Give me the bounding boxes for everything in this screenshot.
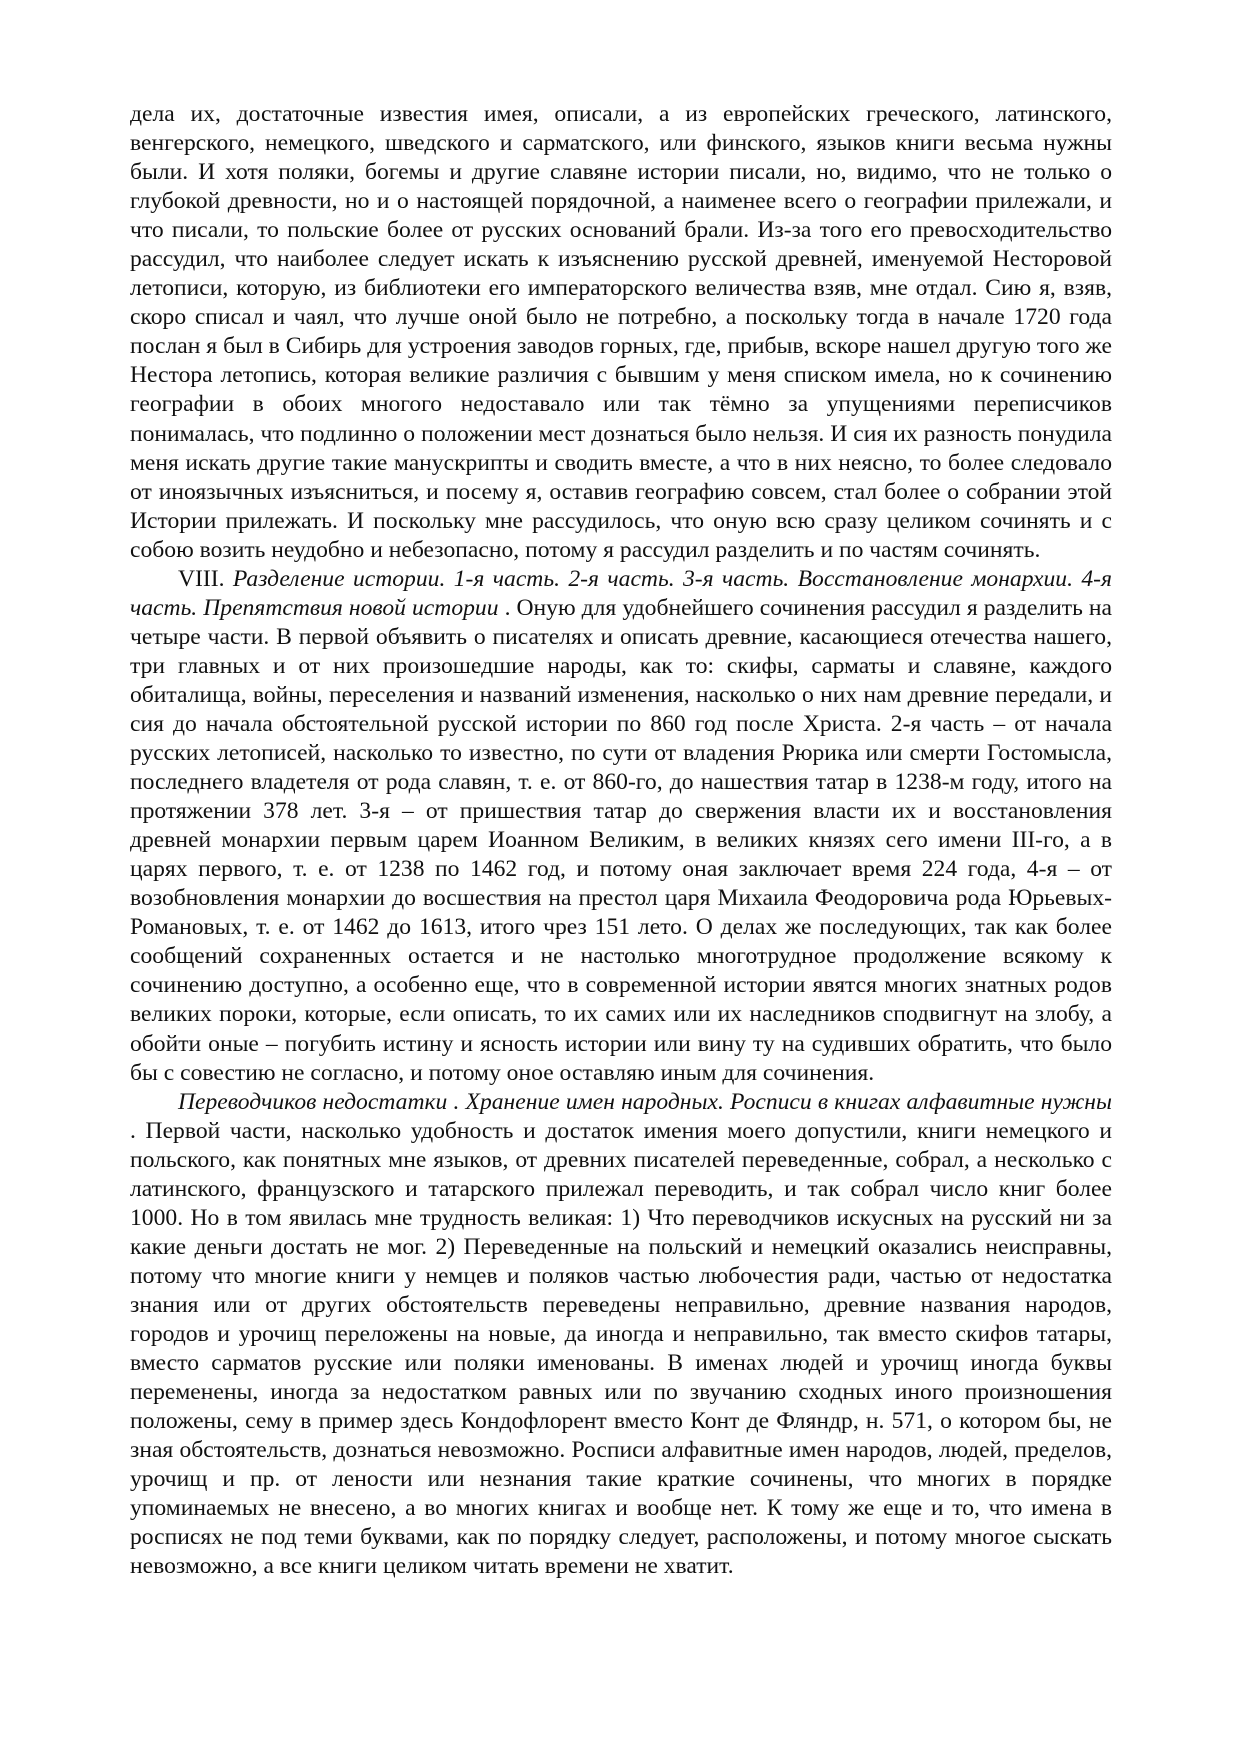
section-body: . Оную для удобнейшего сочинения рассудил я разделить на четыре части. В первой объявить о писателях и описать древние, касающиеся отечества нашего, три главных и от них произошедшие народы, как то: скифы, сарматы и славяне, каждого обиталища, войны, переселения и названий изменения, насколько о них нам древние передали, и сия до начала обстоятельной русской истории по 860 год после Христа. 2-я часть – от начала русских летописей, насколько то известно, по сути от владения Рюрика или смерти Гостомысла, последнего владетеля от рода славян, т. е. от 860-го, до нашествия татар в 1238-м году, итого на протяжении 378 лет. 3-я – от пришествия татар до свержения власти их и восстановления древней монархии первым царем Иоанном Великим, в великих князях сего имени III-го, а в царях первого, т. е. от 1238 по 1462 год, и потому оная заключает время 224 года, 4-я – от возобновления монархии до восшествия на престол царя Михаила Феодоровича рода Юрьевых-Романовых, т. е. от 1462 до 1613, итого чрез 151 лето. О делах же последующих, так как более сообщений сохраненных остается и не настолько многотрудное продолжение всякому к сочинению доступно, а особенно еще, что в современной истории явятся многих знатных родов великих пороки, которые, если описать, то их самих или их наследников сподвигнут на злобу, а обойти оные – погубить истину и ясность истории или вину ту на судивших обратить, что было бы с совестию не согласно, и потому оное оставляю иным для сочинения.: [130, 594, 1112, 1086]
text-column: [130, 100, 1112, 1581]
paragraph-section-viii: [130, 565, 1112, 1088]
translators-body: . Первой части, насколько удобность и достаток имения моего допустили, книги немецкого и польского, как понятных мне языков, от древних писателей переведенные, собрал, а несколько с латинского, французского и татарского прилежал переводить, и так собрал число книг более 1000. Но в том явилась мне трудность великая: 1) Что переводчиков искусных на русский ни за какие деньги достать не мог. 2) Переведенные на польский и немецкий оказались неисправны, потому что многие книги у немцев и поляков частью любочестия ради, частью от недостатка знания или от других обстоятельств переведены неправильно, древние названия народов, городов и урочищ переложены на новые, да иногда и неправильно, так вместо скифов татары, вместо сарматов русские или поляки именованы. В именах людей и урочищ иногда буквы переменены, иногда за недостатком равных или по звучанию сходных иного произношения положены, сему в пример здесь Кондофлорент вместо Конт де Фляндр, н. 571, о котором бы, не зная обстоятельств, дознаться невозможно. Росписи алфавитные имен народов, людей, пределов, урочищ и пр. от лености или незнания такие краткие сочинены, что многих в порядке упоминаемых не внесено, а во многих книгах и вообще нет. К тому же еще и то, что имена в росписях не под теми буквами, как по порядку следует, расположены, и потому многое сыскать невозможно, а все книги целиком читать времени не хватит.: [130, 1117, 1112, 1580]
paragraph-continued: дела их, достаточные известия имея, описали, а из европейских греческого, латинского, венгерского, немецкого, шведского и сарматского, или финского, языков книги весьма нужны были. И хотя поляки, богемы и другие славяне истории писали, но, видимо, что не только о глубокой древности, но и о настоящей порядочной, а наименее всего о географии прилежали, и что писали, то польские более от русских оснований брали. Из-за того его превосходительство рассудил, что наиболее следует искать к изъяснению русской древней, именуемой Несторовой летописи, которую, из библиотеки его императорского величества взяв, мне отдал. Сию я, взяв, скоро списал и чаял, что лучше оной было не потребно, а поскольку тогда в начале 1720 года послан я был в Сибирь для устроения заводов горных, где, прибыв, вскоре нашел другую того же Нестора летопись, которая великие различия с бывшим у меня списком имела, но к сочинению географии в обоих многого недоставало или так тёмно за упущениями переписчиков понималась, что подлинно о положении мест дознаться было нельзя. И сия их разность понудила меня искать другие такие манускрипты и сводить вместе, а что в них неясно, то более следовало от иноязычных изъясниться, и посему я, оставив географию совсем, стал более о собрании этой Истории прилежать. И поскольку мне рассудилось, что оную всю сразу целиком сочинять и с собою возить неудобно и небезопасно, потому я рассудил разделить и по частям сочинять.: [130, 101, 1112, 563]
section-heading: Разделение истории. 1-я часть. 2-я часть. 3-я часть. Восстановление монархии. 4-я часть. Препятствия новой истории: [130, 565, 1113, 621]
translators-heading: Переводчиков недостатки . Хранение имен народных. Росписи в книгах алфавитные нужны: [178, 1088, 1112, 1115]
section-number: VIII.: [178, 565, 233, 592]
paragraph-translators: [130, 1088, 1112, 1582]
